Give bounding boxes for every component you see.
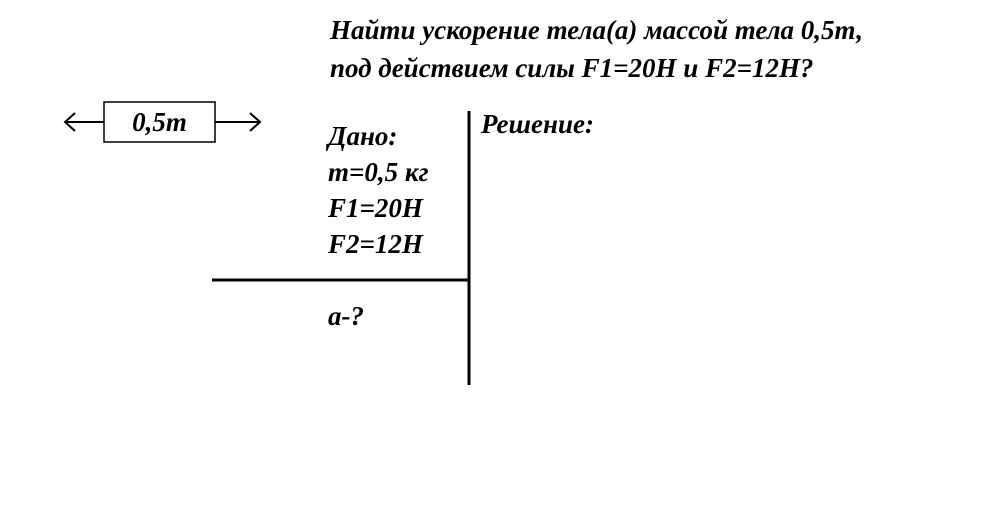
problem-statement-line-1: Найти ускорение тела(а) массой тела 0,5т, — [330, 15, 863, 45]
unknown-quantity: a-? — [328, 301, 364, 331]
mass-block-label: 0,5т — [132, 107, 187, 137]
given-item-mass: m=0,5 кг — [328, 157, 429, 187]
force-arrow-left — [65, 113, 104, 131]
given-header: Дано: — [328, 121, 398, 151]
problem-statement-line-2: под действием силы F1=20Н и F2=12Н? — [330, 53, 814, 83]
given-item-force-1: F1=20H — [328, 193, 423, 223]
force-arrow-right — [215, 113, 260, 131]
given-item-force-2: F2=12H — [328, 229, 423, 259]
solution-header: Решение: — [481, 109, 594, 139]
